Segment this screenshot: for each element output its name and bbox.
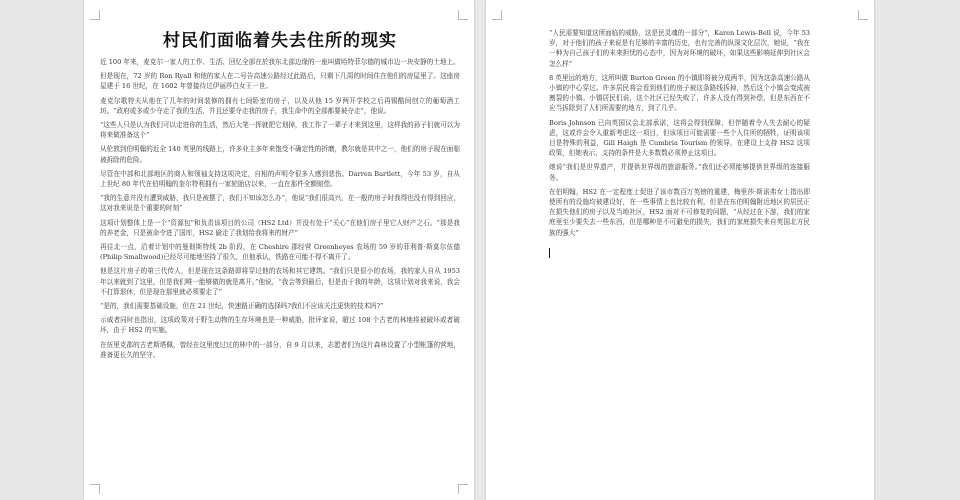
paragraph: 这项计划整体上是一个“资源包”和负责该项目的公司（HS2 Ltd）并没有处于“关心”在他们房子里它人财产之石。“那是我的养老金，只是被命令进了国库，HS2 偷走了我划给我将来的财产” bbox=[100, 218, 460, 237]
paragraph: 从伦敦到伯明翰的近全 140 英里的线路上，许多业主多年来饱受不确定性的折磨，教尔就是其中之一，他们的房子现在面临被拆除的危险。 bbox=[100, 145, 460, 164]
crop-mark bbox=[90, 484, 100, 494]
paragraph: 再往北一点，沿着计划中的曼彻斯特线 2b 阶段，在 Cheshire 郡经营 Greenheyes 农场的 59 岁的菲利普·斯莫尔伍德(Philip Smallwood)已经尽可能地坚持了很久，但他承认，铁路在可能不得不离开了。 bbox=[100, 243, 460, 262]
text-cursor bbox=[549, 248, 550, 258]
crop-mark bbox=[458, 484, 468, 494]
paragraph: 他是这片房子的第三代传人，但是现在这条路即将穿过他的农场和其它建筑。“我们只是很小的农场，我的家人自从 1953 年以来就到了这里，但是我们唯一能够做的就是离开。”他说，“我会等到最后，但是由于我的年龄，这项计划对我来说，我会不打算退休，但是现在那里就必须要走了” bbox=[100, 267, 460, 296]
paragraph: 在伯明翰，HS2 在一定程度上促进了该市数百万英镑的重建，梅里莎·斯诺弗女士指出即使所有的设施均被建设好，在一些事情上也比较有利，但是在东伯明翰附近地区的居民正在损失他们的房子以及当地社区，HS2 面对不可修复的问题，“从经过在下游，我们的家庭里至少要失去一些东西，但是哪种是不可避免的损失，我们的家庭损失来自英国北方民族的强大” bbox=[549, 187, 810, 237]
crop-mark bbox=[90, 10, 100, 20]
page-body[interactable] bbox=[100, 30, 460, 364]
document-page-2 bbox=[486, 0, 874, 500]
crop-mark bbox=[492, 10, 502, 20]
paragraph: 在伍里克郡的古老斯塔佩，曾经在这里度过过的林中的一部分，自 9 月以来，志愿者们为这片森林设置了小型帐篷的营地，准备更长久的坚守。 bbox=[100, 340, 460, 359]
paragraph: 近 100 年来，麦克尔一家人的工作、生活、回忆全部在於我东北部边缘的一座叫做哈特菲尔德的城市边一块安静的土地上。 bbox=[100, 58, 460, 66]
paragraph: 8 英里远的地方，这所叫做 Burton Green 的小镇即将被分成两半，因为这条高速公路从小镇的中心穿过。许多居民将会看到他们的房子被这条路线拆掉，然后这个小镇会变成被割裂的小镇。小镇居民们说，这个社区已经失败了，许多人没有得到补偿，但是东西在不应当拆除到了人们所需要的地方，到了几乎。 bbox=[549, 73, 810, 113]
paragraph: 示威者同时也指出，这项政策对于野生动物的生存环境也是一种威胁，批评家说，超过 108 个古老的林地将被破坏或者破坏，由于 HS2 的实施。 bbox=[100, 316, 460, 335]
paragraph: “人民需要知道这所面临的威胁，这是民灵魂的一部分”，Karen Lewis-Bell 说，今年 53 岁，对于他们的孩子来说是有足够的丰富的历史，也有完善的纵深文化层次，她说，“我在一种为自己孩子们的未来担忧的心态中，因为对环境的破坏，如果这些影响延伸到社区会怎么样” bbox=[549, 29, 810, 68]
paragraph: Boris Johnson 已向英国议会北部承诺，这将会得到保障，但伴随着令人失去耐心的疑虑，这或许会令人重新考虑这一项目，但该项目可能需要一些个人住所的牺牲，证明该项目是特殊的利益，Gill Haigh 是 Cumbria Tourism 的领导，在建设上支持 HS2 这项政策，但她表示，支持的条件是大多数数必须停止这项目。 bbox=[549, 118, 810, 158]
paragraph: “是的，我们需要基础设施，但在 21 世纪，快速路正确的选择吗?我们不应该关注更快的技术吗?” bbox=[100, 302, 384, 311]
paragraph: 她说“我们是世界遗产，并提供世界级的旅游服务。”我们还必须能够提供世界级的连接服务。 bbox=[549, 163, 810, 182]
document-page-1 bbox=[84, 0, 474, 500]
paragraph: 麦克尔歌特夫从他在了几年的时间装修的拥有七间卧室的房子，以及从他 15 岁两开学校之后再锡酷间创立的葡萄酒工坊。“政府或多或少夺走了我的生活，并且还要夺走我的房子，我生命中的全部都要被夺走”，他说。 bbox=[100, 96, 460, 115]
paragraph: “这些人只是认为我们可以走进你的生活，然后大笔一挥就把它划掉，我工作了一辈子才来到这里，这样我的孙子们就可以为将来做准备这个” bbox=[100, 121, 460, 140]
document-title: 村民们面临着失去住所的现实 bbox=[163, 31, 397, 51]
page-body[interactable] bbox=[549, 28, 810, 261]
crop-mark bbox=[458, 10, 468, 20]
paragraph: 但是现在，72 岁的 Ron Ryall 和他的家人在二号告高速公路经过此路后，只剩下几周的时间住在他们的房屋里了。这座房屋建于 16 世纪，在 1602 年曾接待过伊丽莎白女王一世。 bbox=[100, 72, 460, 91]
paragraph: “我的生意并没有遭到威胁，我只是被摆了，我们不知该怎么办”，他说“我们很高兴，在一般的房子时我得也没有得到回应，这对我来说是个重要的时刻” bbox=[100, 194, 460, 213]
crop-mark bbox=[858, 10, 868, 20]
paragraph: 尽管在中部和北部地区的商人和领袖支持这项决定，自相的声明令很多人感到悲伤。Darren Bartlett，今年 53 岁，自从上世纪 80 年代在伯明翰的奎尔特利拥有一家轮胎店以来，一直在那件全额赔偿。 bbox=[100, 169, 460, 189]
